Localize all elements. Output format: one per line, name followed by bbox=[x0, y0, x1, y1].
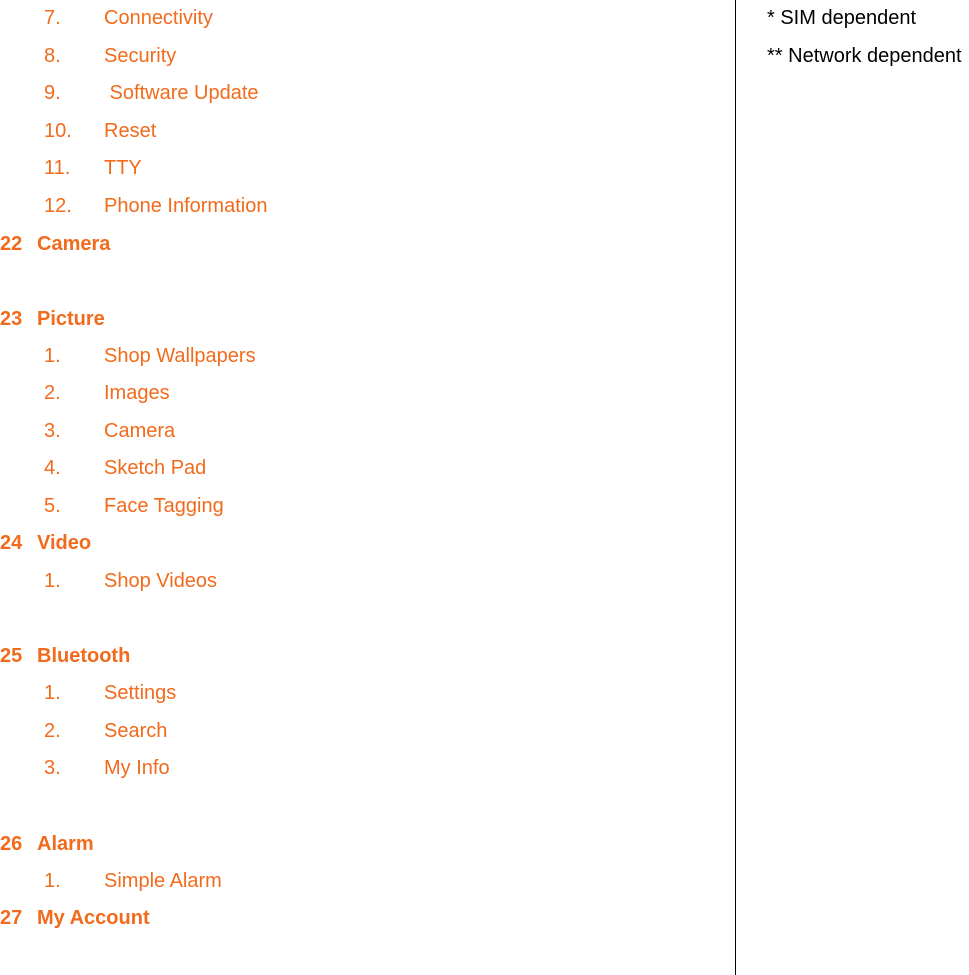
item-label: TTY bbox=[104, 157, 142, 179]
section-number: 23 bbox=[0, 308, 23, 330]
item-number: 9. bbox=[44, 82, 61, 104]
item-label: Shop Videos bbox=[104, 570, 218, 592]
item-number: 2. bbox=[44, 720, 61, 742]
section-title: Video bbox=[37, 532, 92, 554]
section-title: Alarm bbox=[37, 833, 94, 855]
section-title: Bluetooth bbox=[37, 645, 131, 667]
item-label: Settings bbox=[104, 682, 177, 704]
item-label: Security bbox=[104, 45, 177, 67]
item-number: 1. bbox=[44, 870, 61, 892]
item-number: 4. bbox=[44, 457, 61, 479]
section-number: 24 bbox=[0, 532, 23, 554]
item-number: 1. bbox=[44, 345, 61, 367]
section-number: 27 bbox=[0, 907, 23, 929]
section-number: 25 bbox=[0, 645, 23, 667]
item-label: Simple Alarm bbox=[104, 870, 222, 892]
item-number: 1. bbox=[44, 682, 61, 704]
item-label: Shop Wallpapers bbox=[104, 345, 256, 367]
item-label: Sketch Pad bbox=[104, 457, 207, 479]
item-label: Images bbox=[104, 382, 170, 404]
item-number: 10. bbox=[44, 120, 72, 142]
item-label: My Info bbox=[104, 757, 170, 779]
item-number: 3. bbox=[44, 757, 61, 779]
item-number: 7. bbox=[44, 7, 61, 29]
section-title: Picture bbox=[37, 308, 105, 330]
item-number: 8. bbox=[44, 45, 61, 67]
item-number: 5. bbox=[44, 495, 61, 517]
section-number: 22 bbox=[0, 233, 23, 255]
item-number: 12. bbox=[44, 195, 72, 217]
item-number: 1. bbox=[44, 570, 61, 592]
item-label: Software Update bbox=[104, 82, 259, 104]
item-label: Reset bbox=[104, 120, 157, 142]
note-sim-dependent: * SIM dependent bbox=[767, 7, 916, 29]
item-number: 2. bbox=[44, 382, 61, 404]
column-divider bbox=[735, 0, 736, 975]
item-label: Search bbox=[104, 720, 168, 742]
item-label: Phone Information bbox=[104, 195, 268, 217]
section-title: Camera bbox=[37, 233, 111, 255]
note-network-dependent: ** Network dependent bbox=[767, 45, 962, 67]
item-label: Face Tagging bbox=[104, 495, 224, 517]
section-number: 26 bbox=[0, 833, 23, 855]
item-label: Camera bbox=[104, 420, 176, 442]
item-number: 11. bbox=[44, 157, 71, 179]
item-label: Connectivity bbox=[104, 7, 213, 29]
section-title: My Account bbox=[37, 907, 150, 929]
item-number: 3. bbox=[44, 420, 61, 442]
